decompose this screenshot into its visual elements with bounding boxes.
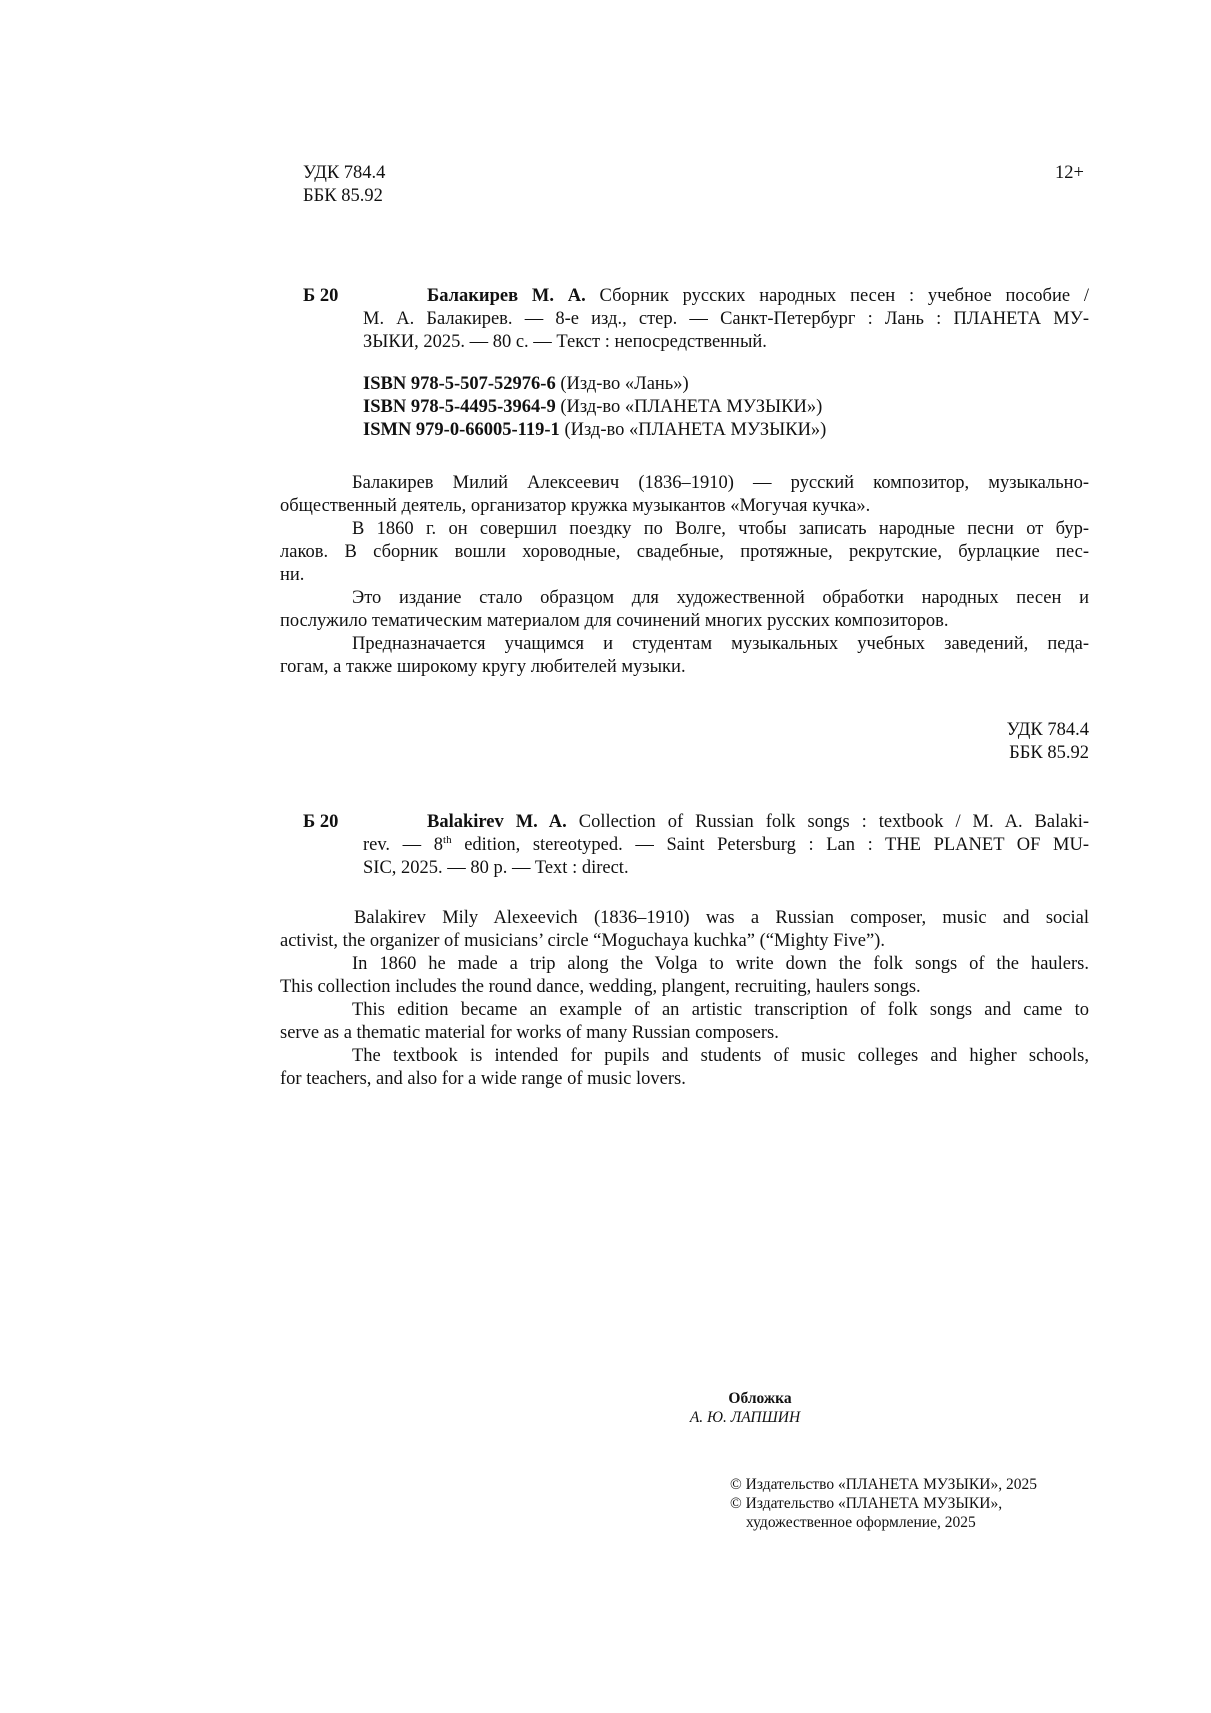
cover-credit [620,1389,870,1427]
text-line: общественный деятель, организатор кружка музыкантов «Могучая кучка». [280,496,871,516]
text-run: rev. — 8 [363,835,444,855]
ru-record-title: Сборник русских народных песен : учебное пособие / [585,286,1090,306]
en-record-title: Collection of Russian folk songs : textbook / M. A. Balaki- [566,812,1089,832]
ru-annotation-paragraph [280,472,1089,518]
text-line: ни. [280,565,305,585]
text-line: В 1860 г. он совершил поездку по Волге, чтобы записать народные песни от бур- [352,519,1089,539]
text-line: Предназначается учащимся и студентам музыкальных учебных заведений, педа- [352,634,1089,654]
udk-code: УДК 784.4 [1006,720,1089,740]
text-line: Это издание стало образцом для художественной обработки народных песен и [352,588,1089,608]
en-record-line-3: SIC, 2025. — 80 p. — Text : direct. [363,858,629,878]
ru-bibliographic-record [363,285,1089,354]
copyright-line: © Издательство «ПЛАНЕТА МУЗЫКИ», 2025 [730,1476,1037,1493]
en-bibliographic-record [363,811,1089,880]
text-line: for teachers, and also for a wide range of music lovers. [280,1069,686,1089]
udk-code: УДК 784.4 [303,163,386,183]
ru-annotation [280,472,1089,679]
text-line: This edition became an example of an artistic transcription of folk songs and came to [352,1000,1089,1020]
mid-codes [900,719,1089,765]
isbn-number: ISBN 978-5-507-52976-6 [363,374,556,394]
ismn-publisher: (Изд-во «ПЛАНЕТА МУЗЫКИ») [559,420,827,440]
ismn-row [363,419,1089,442]
ru-record-line-3: ЗЫКИ, 2025. — 80 с. — Текст : непосредственный. [363,332,767,352]
text-run: edition, stereotyped. — Saint Petersburg : Lan : THE PLANET OF MU- [451,835,1090,855]
copyright-line: художественное оформление, 2025 [746,1514,976,1531]
isbn-row [363,373,1089,396]
isbn-list [363,373,1089,442]
copyright-block [730,1475,1090,1532]
age-rating: 12+ [1055,163,1084,183]
cover-label: Обложка [728,1390,792,1407]
ismn-number: ISMN 979-0-66005-119-1 [363,420,560,440]
isbn-number: ISBN 978-5-4495-3964-9 [363,397,556,417]
ru-author-name: Балакирев М. А. [427,286,586,306]
en-author-code: Б 20 [303,812,339,832]
ru-annotation-paragraph [280,587,1089,633]
text-line: The textbook is intended for pupils and students of music colleges and higher schools, [352,1046,1089,1066]
isbn-row [363,396,1089,419]
ru-annotation-paragraph [280,633,1089,679]
en-annotation-paragraph [280,999,1089,1045]
en-author-name: Balakirev M. A. [427,812,567,832]
ru-annotation-paragraph [280,518,1089,587]
top-codes [303,162,385,208]
cover-artist: А. Ю. ЛАПШИН [689,1409,801,1426]
text-line: In 1860 he made a trip along the Volga to write down the folk songs of the haulers. [352,954,1089,974]
isbn-publisher: (Изд-во «ПЛАНЕТА МУЗЫКИ») [555,397,823,417]
text-line: послужило тематическим материалом для сочинений многих русских композиторов. [280,611,949,631]
en-annotation-paragraph [280,907,1089,953]
text-line: activist, the organizer of musicians’ circle “Moguchaya kuchka” (“Mighty Five”). [280,931,885,951]
ru-record-line-1 [363,285,1089,308]
text-line: гогам, а также широкому кругу любителей музыки. [280,657,686,677]
text-line: Балакирев Милий Алексеевич (1836–1910) — русский композитор, музыкально- [352,473,1089,493]
en-annotation-paragraph [280,953,1089,999]
text-line: serve as a thematic material for works of many Russian composers. [280,1023,779,1043]
isbn-publisher: (Изд-во «Лань») [555,374,689,394]
ru-record-line-2: М. А. Балакирев. — 8-е изд., стер. — Санкт-Петербург : Лань : ПЛАНЕТА МУ- [363,309,1089,329]
text-line: This collection includes the round dance, wedding, plangent, recruiting, haulers songs. [280,977,921,997]
en-record-line-2 [363,834,1089,857]
ru-author-code: Б 20 [303,286,339,306]
text-line: Balakirev Mily Alexeevich (1836–1910) was a Russian composer, music and social [354,908,1089,928]
en-record-line-1 [363,811,1089,834]
en-annotation-paragraph [280,1045,1089,1091]
bbk-code: ББК 85.92 [303,186,383,206]
en-annotation [280,907,1089,1091]
ordinal-suffix: th [443,834,452,846]
copyright-line: © Издательство «ПЛАНЕТА МУЗЫКИ», [730,1495,1003,1512]
bbk-code: ББК 85.92 [1009,743,1089,763]
text-line: лаков. В сборник вошли хороводные, свадебные, протяжные, рекрутские, бурлацкие пес- [280,542,1089,562]
